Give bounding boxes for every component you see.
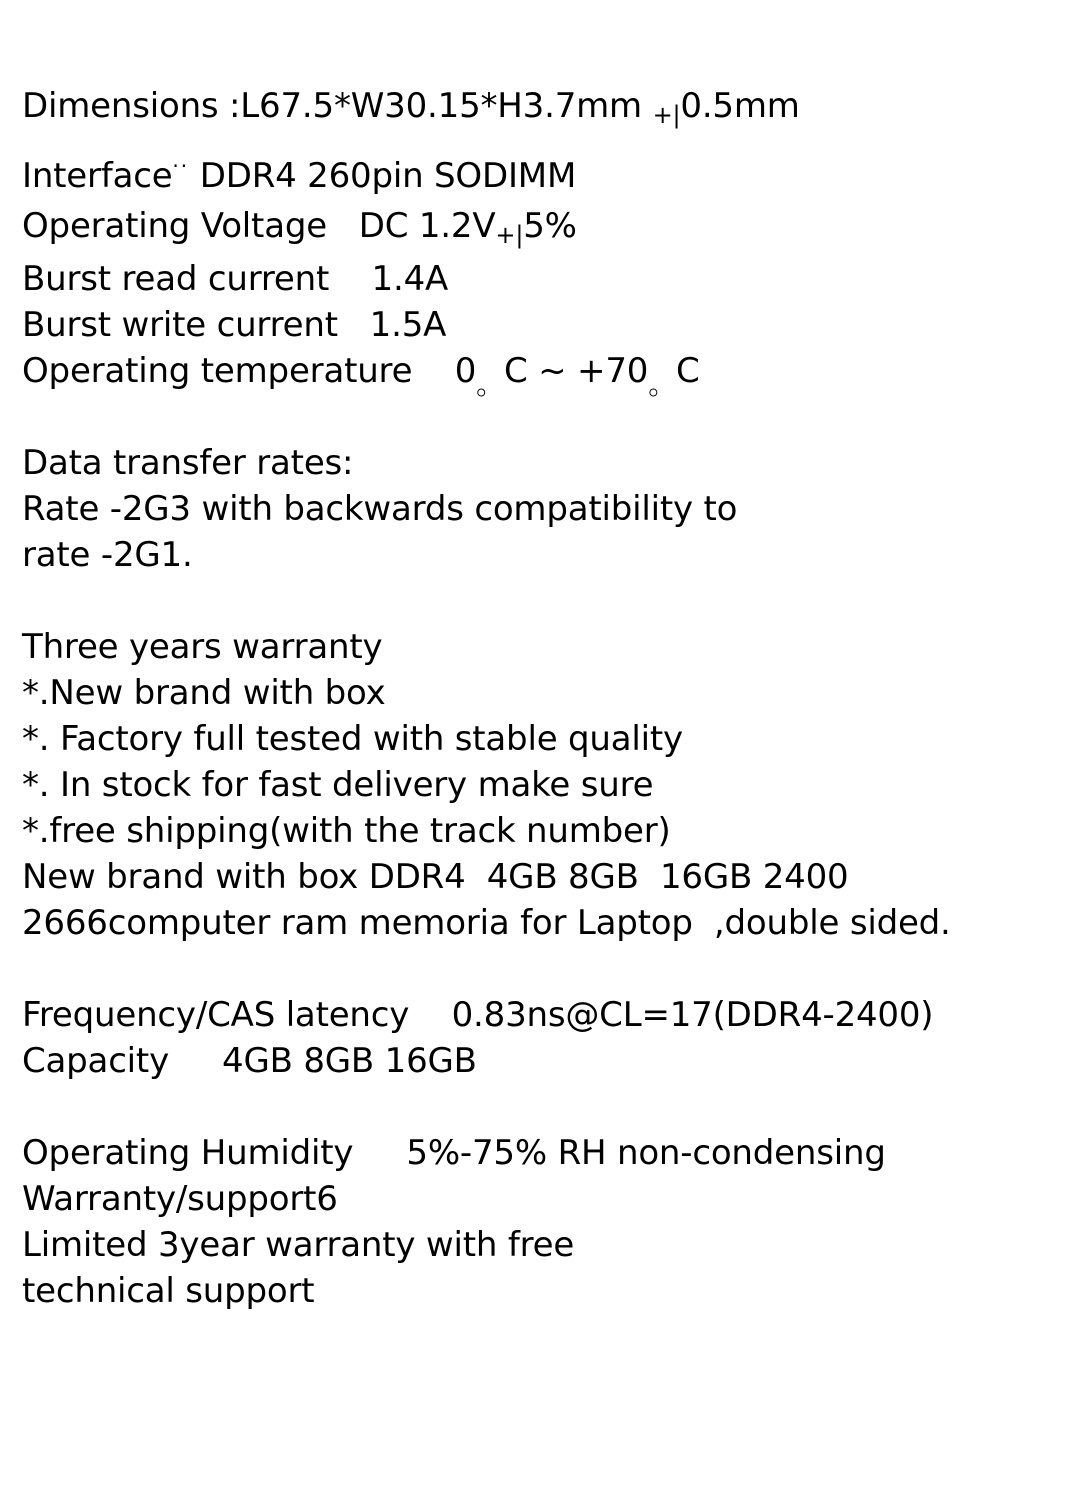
burst-read-line: Burst read current 1.4A (22, 259, 449, 299)
limited-warranty-line-2: technical support (22, 1271, 315, 1311)
interface-value: DDR4 260pin SODIMM (189, 156, 577, 196)
interface-separator: ·· (172, 154, 190, 178)
temperature-label: Operating temperature 0 (22, 351, 477, 391)
degree-symbol: 。 (476, 368, 504, 401)
limited-warranty-line-1: Limited 3year warranty with free (22, 1225, 575, 1265)
temperature-unit: C (676, 351, 700, 391)
interface-label: Interface (22, 156, 173, 196)
dimensions-text: Dimensions :L67.5*W30.15*H3.7mm (22, 86, 653, 126)
degree-symbol: 。 (648, 368, 676, 401)
burst-write-line: Burst write current 1.5A (22, 305, 447, 345)
plus-minus-symbol: +| (652, 101, 681, 129)
bullet-in-stock: *. In stock for fast delivery make sure (22, 765, 654, 805)
rates-title: Data transfer rates: (22, 443, 354, 483)
interface-line (22, 146, 576, 196)
dimensions-tolerance: 0.5mm (680, 86, 800, 126)
temperature-range: C ~ +70 (503, 351, 649, 391)
bullet-factory-tested: *. Factory full tested with stable quality (22, 719, 683, 759)
bullet-new-brand: *.New brand with box (22, 673, 386, 713)
rates-line-2: rate -2G1. (22, 535, 193, 575)
bullet-free-shipping: *.free shipping(with the track number) (22, 811, 671, 851)
description-line-2: 2666computer ram memoria for Laptop ,double sided. (22, 903, 951, 943)
dimensions-line (22, 86, 800, 135)
warranty-support-line: Warranty/support6 (22, 1179, 338, 1219)
plus-minus-symbol: +| (495, 221, 524, 249)
temperature-line (22, 351, 700, 405)
voltage-text: Operating Voltage DC 1.2V (22, 206, 496, 246)
voltage-tolerance: 5% (523, 206, 577, 246)
description-line-1: New brand with box DDR4 4GB 8GB 16GB 2400 (22, 857, 849, 897)
warranty-title: Three years warranty (22, 627, 383, 667)
capacity-line: Capacity 4GB 8GB 16GB (22, 1041, 477, 1081)
frequency-line: Frequency/CAS latency 0.83ns@CL=17(DDR4-2400) (22, 995, 934, 1035)
rates-line-1: Rate -2G3 with backwards compatibility to (22, 489, 738, 529)
humidity-line: Operating Humidity 5%-75% RH non-condensing (22, 1133, 886, 1173)
voltage-line (22, 206, 577, 255)
